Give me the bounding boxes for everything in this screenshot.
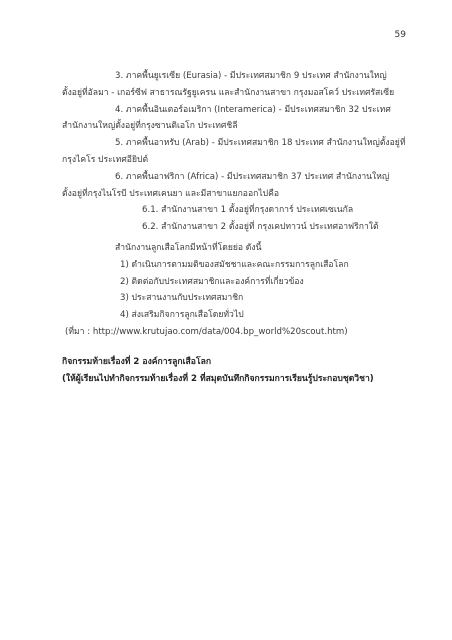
region-5-line-2: กรุงไคโร ประเทศอียิปต์ <box>62 154 149 165</box>
source-citation: (ที่มา : http://www.krutujao.com/data/004.bp_world%20scout.htm) <box>65 326 348 337</box>
region-4-line-1: 4. ภาคพื้นอินเตอร์อเมริกา (Interamerica) - มีประเทศสมาชิก 32 ประเทศ <box>115 104 391 115</box>
region-5-line-1: 5. ภาคพื้นอาหรับ (Arab) - มีประเทศสมาชิก 18 ประเทศ สำนักงานใหญ่ตั้งอยู่ที่ <box>115 138 406 149</box>
document-body <box>62 68 404 387</box>
duty-item-1: 1) ดำเนินการตามมติของสมัชชาและคณะกรรมการลูกเสือโลก <box>120 259 349 270</box>
region-4-line-2: สำนักงานใหญ่ตั้งอยู่ที่กรุงซานติเอโก ประเทศชิลี <box>62 121 238 132</box>
duties-heading: สำนักงานลูกเสือโลกมีหน้าที่โดยย่อ ดังนี้ <box>115 242 262 253</box>
region-6-line-2: ตั้งอยู่ที่กรุงไนโรบี ประเทศเคนยา และมีสาขาแยกออกไปคือ <box>62 188 280 199</box>
region-6-line-1: 6. ภาคพื้นอาฟริกา (Africa) - มีประเทศสมาชิก 37 ประเทศ สำนักงานใหญ่ <box>115 171 390 182</box>
duty-item-4: 4) ส่งเสริมกิจการลูกเสือโดยทั่วไป <box>120 310 244 321</box>
page-number: 59 <box>394 30 406 40</box>
activity-title: กิจกรรมท้ายเรื่องที่ 2 องค์การลูกเสือโลก <box>62 356 212 367</box>
activity-instruction: (ให้ผู้เรียนไปทำกิจกรรมท้ายเรื่องที่ 2 ที่สมุดบันทึกกิจกรรมการเรียนรู้ประกอบชุดวิชา) <box>62 373 374 384</box>
duty-item-3: 3) ประสานงานกับประเทศสมาชิก <box>120 293 244 304</box>
region-3-line-1: 3. ภาคพื้นยูเรเซีย (Eurasia) - มีประเทศสมาชิก 9 ประเทศ สำนักงานใหญ่ <box>115 71 387 81</box>
branch-office-2: 6.2. สำนักงานสาขา 2 ตั้งอยู่ที่ กรุงเคปทาวน์ ประเทศอาฟริกาใต้ <box>142 222 379 233</box>
region-3-line-2: ตั้งอยู่ที่อัลมา - เกอร์ซีฟ สาธารณรัฐยูเครน และสำนักงานสาขา กรุงมอสโคว์ ประเทศรัสเซีย <box>62 87 395 98</box>
branch-office-1: 6.1. สำนักงานสาขา 1 ตั้งอยู่ที่กรุงดาการ์ ประเทศเซเนกัล <box>142 205 354 216</box>
duty-item-2: 2) ติดต่อกับประเทศสมาชิกและองค์การที่เกี่ยวข้อง <box>120 276 304 287</box>
